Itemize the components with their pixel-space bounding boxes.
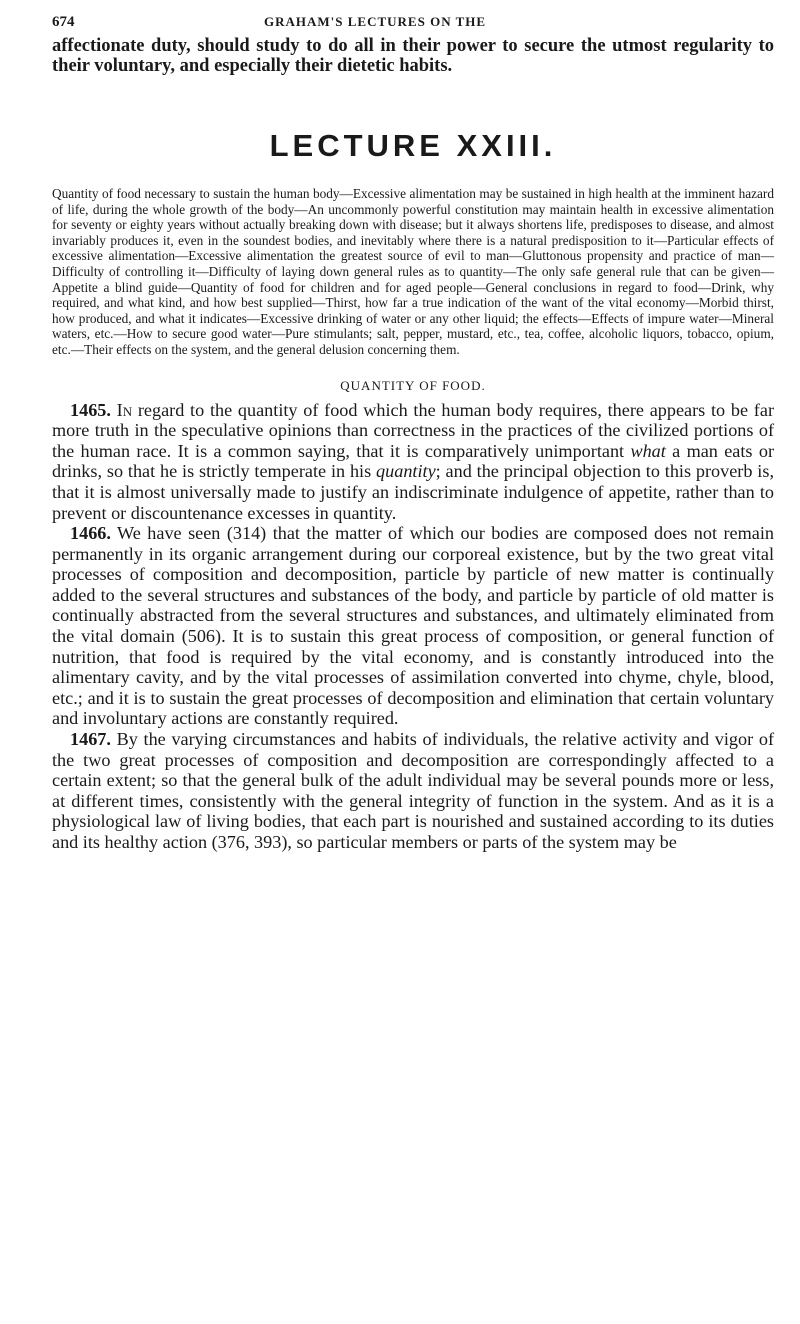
- paragraph-1465: [52, 400, 774, 524]
- emphasis-what: what: [630, 440, 666, 461]
- lecture-synopsis: Quantity of food necessary to sustain the human body—Excessive alimentation may be sustained in high health at the imminent hazard of life, during the whole growth of the body—An uncommonly powerful constitution may maintain health in excessive alimentation for seventy or eighty years without actually breaking down with disease; but it always shortens life, predisposes to disease, and almost invariably produces it, even in the soundest bodies, and inevitably where there is a natural predisposition to it—Particular effects of excessive alimentation—Excessive alimentation the greatest source of evil to man—Gluttonous propensity and practice of man—Difficulty of controlling it—Difficulty of laying down general rules as to quantity—The only safe general rule that can be given—Appetite a blind guide—Quantity of food for children and for aged people—General conclusions in regard to food—Drink, why required, and what kind, and how best supplied—Thirst, how far a true indication of the want of the vital economy—Morbid thirst, how produced, and what it indicates—Excessive drinking of water or any other liquid; the effects—Effects of impure water—Mineral waters, etc.—How to secure good water—Pure stimulants; salt, pepper, mustard, etc., tea, coffee, alcoholic liquors, tobacco, opium, etc.—Their effects on the system, and the general delusion concerning them.: [52, 186, 774, 357]
- paragraph-text: regard to the quantity of food which the human body requires, there appears to be far more truth in the speculative opinions than correctness in the practices of the civilized portions of the human race. It is a common saying, that it is comparatively unimportant: [52, 399, 774, 461]
- running-title: GRAHAM'S LECTURES ON THE: [264, 14, 487, 29]
- paragraph-1466: [52, 523, 774, 729]
- page-number: 674: [52, 14, 75, 30]
- running-header: [52, 14, 774, 36]
- paragraph-text: By the varying circumstances and habits of individuals, the relative activity and vigor of the two great processes of composition and decomposition are correspondingly affected to a certain extent; so that the general bulk of the adult individual may be several pounds more or less, at different times, consistently with the general integrity of function in the system. And as it is a physiological law of living bodies, that each part is nourished and sustained according to its duties and its healthy action (376, 393), so particular members or parts of the system may be: [52, 729, 774, 852]
- paragraph-text: a man eats or drinks, so that he is strictly temperate in his: [52, 440, 774, 482]
- paragraph-text: We have seen (314) that the matter of which our bodies are composed does not remain permanently in its organic arrangement during our corporeal existence, but by the two great vital processes of composition and decomposition, particle by particle of new matter is continually added to the several structures and substances of the body, and particle by particle of old matter is continually abstracted from the several structures and substances, and ultimately eliminated from the vital domain (506). It is to sustain this great process of composition, or general function of nutrition, that food is required by the vital economy, and is constantly introduced into the alimentary cavity, and by the vital processes of assimilation converted into chyme, chyle, blood, etc.; and it is to sustain the great processes of decomposition and elimination that certain voluntary and involuntary actions are constantly required.: [52, 523, 774, 729]
- paragraph-number: 1466.: [70, 523, 111, 544]
- paragraph-text: ; and the principal objection to this proverb is, that it is almost universally made to justify an indiscriminate indulgence of appetite, rather than to prevent or discountenance excesses in quantity.: [52, 461, 774, 523]
- lecture-title: LECTURE XXIII.: [269, 128, 557, 163]
- paragraph-1467: [52, 729, 774, 853]
- intro-paragraph: affectionate duty, should study to do all in their power to secure the utmost regularity to their voluntary, and especially their dietetic habits.: [52, 36, 774, 76]
- paragraph-number: 1465.: [70, 399, 111, 420]
- paragraph-lead-word: In: [116, 399, 133, 420]
- emphasis-quantity: quantity: [376, 461, 436, 482]
- paragraph-number: 1467.: [70, 729, 111, 750]
- book-page: [52, 14, 774, 853]
- section-heading: QUANTITY OF FOOD.: [340, 377, 486, 393]
